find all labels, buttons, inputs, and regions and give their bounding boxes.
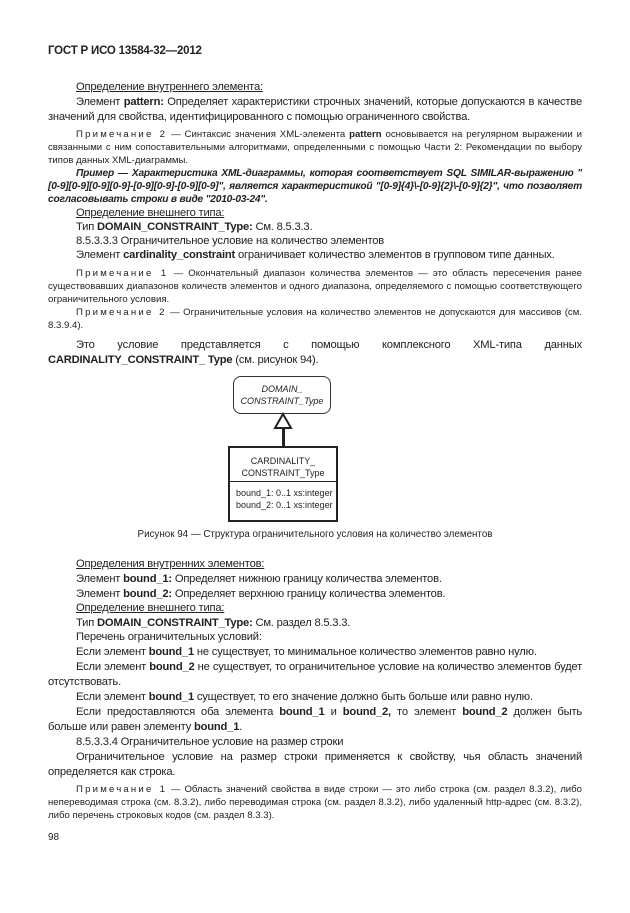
attribute-bound-2: bound_2: 0..1 xs:integer: [236, 500, 333, 510]
page-number: 98: [48, 832, 60, 843]
cardinality-definition: Элемент cardinality_constraint ограничивает количество элементов в групповом типе данных.: [76, 249, 555, 261]
constraint-3: Если элемент bound_1 существует, то его значение должно быть больше или равно нулю.: [76, 691, 533, 703]
constraints-list-heading: Перечень ограничительных условий:: [76, 631, 262, 643]
constraint-1: Если элемент bound_1 не существует, то минимальное количество элементов равно нулю.: [76, 646, 537, 658]
bound-2-definition: Элемент bound_2: Определяет верхнюю границу количества элементов.: [76, 588, 446, 600]
subsection-heading-8-5-3-3-4: 8.5.3.3.4 Ограничительное условие на размер строки: [76, 736, 344, 748]
representation-paragraph: Это условие представляется с помощью комплексного XML-типа данных CARDINALITY_CONSTRAINT_ Type (см. рисунок 94).: [48, 339, 582, 366]
document-header: ГОСТ Р ИСО 13584-32—2012: [48, 45, 202, 57]
constraint-2: Если элемент bound_2 не существует, то ограничительное условие на количество элементов будет отсутствовать.: [48, 661, 582, 688]
attribute-bound-1: bound_1: 0..1 xs:integer: [236, 488, 333, 498]
cardinality-constraint-type-box: CARDINALITY_ CONSTRAINT_Type bound_1: 0..1 xs:integer bound_2: 0..1 xs:integer: [228, 446, 338, 522]
type-reference-2: Тип DOMAIN_CONSTRAINT_Type: См. раздел 8.5.3.3.: [76, 617, 351, 629]
bound-1-definition: Элемент bound_1: Определяет нижнюю границу количества элементов.: [76, 573, 442, 585]
string-size-paragraph: Ограничительное условие на размер строки применяется к свойству, чья область значений определяется как строка.: [48, 751, 582, 778]
type-reference: Тип DOMAIN_CONSTRAINT_Type: См. 8.5.3.3.: [76, 221, 313, 233]
constraint-4: Если предоставляются оба элемента bound_1 и bound_2, то элемент bound_2 должен быть больше или равен элементу bound_1.: [48, 706, 582, 733]
figure-caption: Рисунок 94 — Структура ограничительного условия на количество элементов: [137, 529, 493, 540]
outer-def-heading: Определение внешнего типа:: [76, 207, 225, 219]
note-2-pattern: Примечание 2 — Синтаксис значения XML-элемента pattern основывается на регулярном выражении и связанными с ним сопоставительными алгоритмами, определенными с помощью Части 2: Рекомендации по выбору типов данных XML-диаграммы.: [48, 129, 582, 166]
domain-constraint-type-box: DOMAIN_ CONSTRAINT_Type: [233, 376, 331, 414]
inner-def-heading: Определение внутреннего элемента:: [76, 81, 263, 93]
inheritance-connector: [282, 427, 285, 447]
outer-def-heading-2: Определение внешнего типа:: [76, 602, 225, 614]
inner-defs-heading: Определения внутренних элементов:: [76, 558, 265, 570]
subsection-heading-8-5-3-3-3: 8.5.3.3.3 Ограничительное условие на количество элементов: [76, 235, 385, 247]
note-1-string: Примечание 1 — Область значений свойства в виде строки — это либо строка (см. раздел 8.3.2), либо непереводимая строка (см. 8.3.2), либо переводимая строка (см. раздел 8.3.2), либо удаленный http-адрес (см. 8.3.2), либо перечень строковых кодов (см. раздел 8.3.3).: [48, 784, 582, 821]
note-1-cardinality: Примечание 1 — Окончательный диапазон количества элементов — это область пересечения ранее существовавших диапазонов количеств элементов и одного диапазона, определяемого с помощью соответствующего ограничительного условия.: [48, 268, 582, 305]
example: Пример — Характеристика XML-диаграммы, которая соответствует SQL SIMILAR-выражению "[0-9][0-9][0-9][0-9]-[0-9][0-9]-[0-9][0-9]", является характеристикой "[0-9]{4}\-[0-9]{2}\-[0-9]{2}", что позволяет согласовывать строки в виде "2010-03-24".: [48, 168, 582, 205]
note-2-cardinality: Примечание 2 — Ограничительные условия на количество элементов не допускаются для массивов (см. 8.3.9.4).: [48, 307, 582, 331]
pattern-definition: Элемент pattern: Определяет характеристики строчных значений, которые допускаются в качестве значений для свойства, идентифицированного с помощью ограниченного свойства.: [48, 96, 582, 123]
